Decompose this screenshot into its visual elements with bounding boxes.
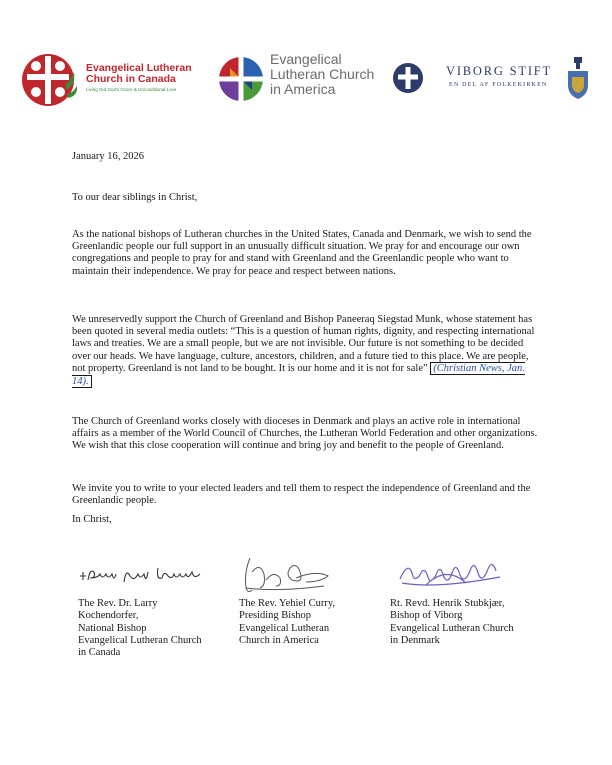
signatory-3-line: Evangelical Lutheran Church [390,622,514,634]
elcic-name-line1: Evangelical Lutheran [86,62,192,74]
signatory-2-line: The Rev. Yehiel Curry, [239,598,336,609]
elca-name-line2: Lutheran Church [270,66,375,82]
elca-name-line1: Evangelical [270,51,342,67]
signatory-2 [239,598,335,647]
letter-date: January 16, 2026 [72,151,145,162]
citation-link[interactable]: (Christian News, Jan. 14). [72,363,525,387]
signatory-1-line: National Bishop [78,622,147,634]
signatory-3-line: Rt. Revd. Henrik Stubkjær, [390,598,505,609]
letter-paragraph-4: We invite you to write to your elected leaders and tell them to respect the independence of Greenland and the Greenlandic people. [72,482,531,506]
letter-salutation: To our dear siblings in Christ, [72,192,198,203]
letter-closing: In Christ, [72,514,112,525]
letter-paragraph-3: The Church of Greenland works closely with dioceses in Denmark and plays an active role in international affairs as a member of the World Council of Churches, the Lutheran World Federation and other organizations. We wish that this close cooperation will continue and bring joy and benefit to the people of Greenland. [72,415,538,452]
signatory-3-line: Bishop of Viborg [390,610,463,622]
viborg-crest-icon [566,55,590,101]
signatory-1-line: Kochendorfer, [78,610,139,622]
signatory-1-line: in Canada [78,647,121,659]
elcic-tagline: Living Out God's Grace & Unconditional Love [86,87,177,92]
signature-kochendorfer [76,562,206,588]
signatory-1-line: The Rev. Dr. Larry [78,598,158,609]
letterhead [0,0,612,120]
elca-cross-logo-icon [218,56,264,102]
signatory-1-line: Evangelical Lutheran Church [78,634,202,646]
signatory-3 [390,598,514,647]
signatory-3-line: in Denmark [390,634,440,646]
letter-paragraph-2 [72,314,542,388]
elca-name-line3: in America [270,81,336,97]
elcic-wordmark [86,63,226,92]
elcic-name-line2: Church in Canada [86,73,176,85]
elca-wordmark [270,52,374,97]
signatory-2-line: Presiding Bishop [239,610,312,622]
signature-curry [236,552,336,596]
letter-paragraph-1: As the national bishops of Lutheran churches in the United States, Canada and Denmark, we wish to send the Greenlandic people our full support in an unusually difficult situation. We pray for and encourage our own congregations and people to pray for and stand with Greenland and the Greenlandic people who want to maintain their independence. We pray for peace and respect between nations. [72,228,532,277]
signatory-2-line: Evangelical Lutheran [239,622,330,634]
viborg-cross-icon [392,62,424,94]
viborg-stift-subtitle: EN DEL AF FOLKEKIRKEN [449,82,548,88]
quote-text: We unreservedly support the Church of Greenland and Bishop Paneeraq Siegstad Munk, whose statement has been quoted in several media outlets: “This is a question of human rights, dignity, and respecting international laws and treaties. We are a small people, but we are not invisible. Our future is not something to be decided over our heads. We have language, culture, ancestors, children, and a future tied to this place. We are people, not property. Greenland is not land to be bought. It is our home and it is not for sale” [72,313,535,375]
signatory-1 [78,598,202,659]
elcic-logo-icon [22,50,78,108]
signatory-2-line: Church in America [239,634,319,646]
viborg-stift-title: VIBORG STIFT [446,64,552,78]
signature-stubkjaer [396,555,506,591]
